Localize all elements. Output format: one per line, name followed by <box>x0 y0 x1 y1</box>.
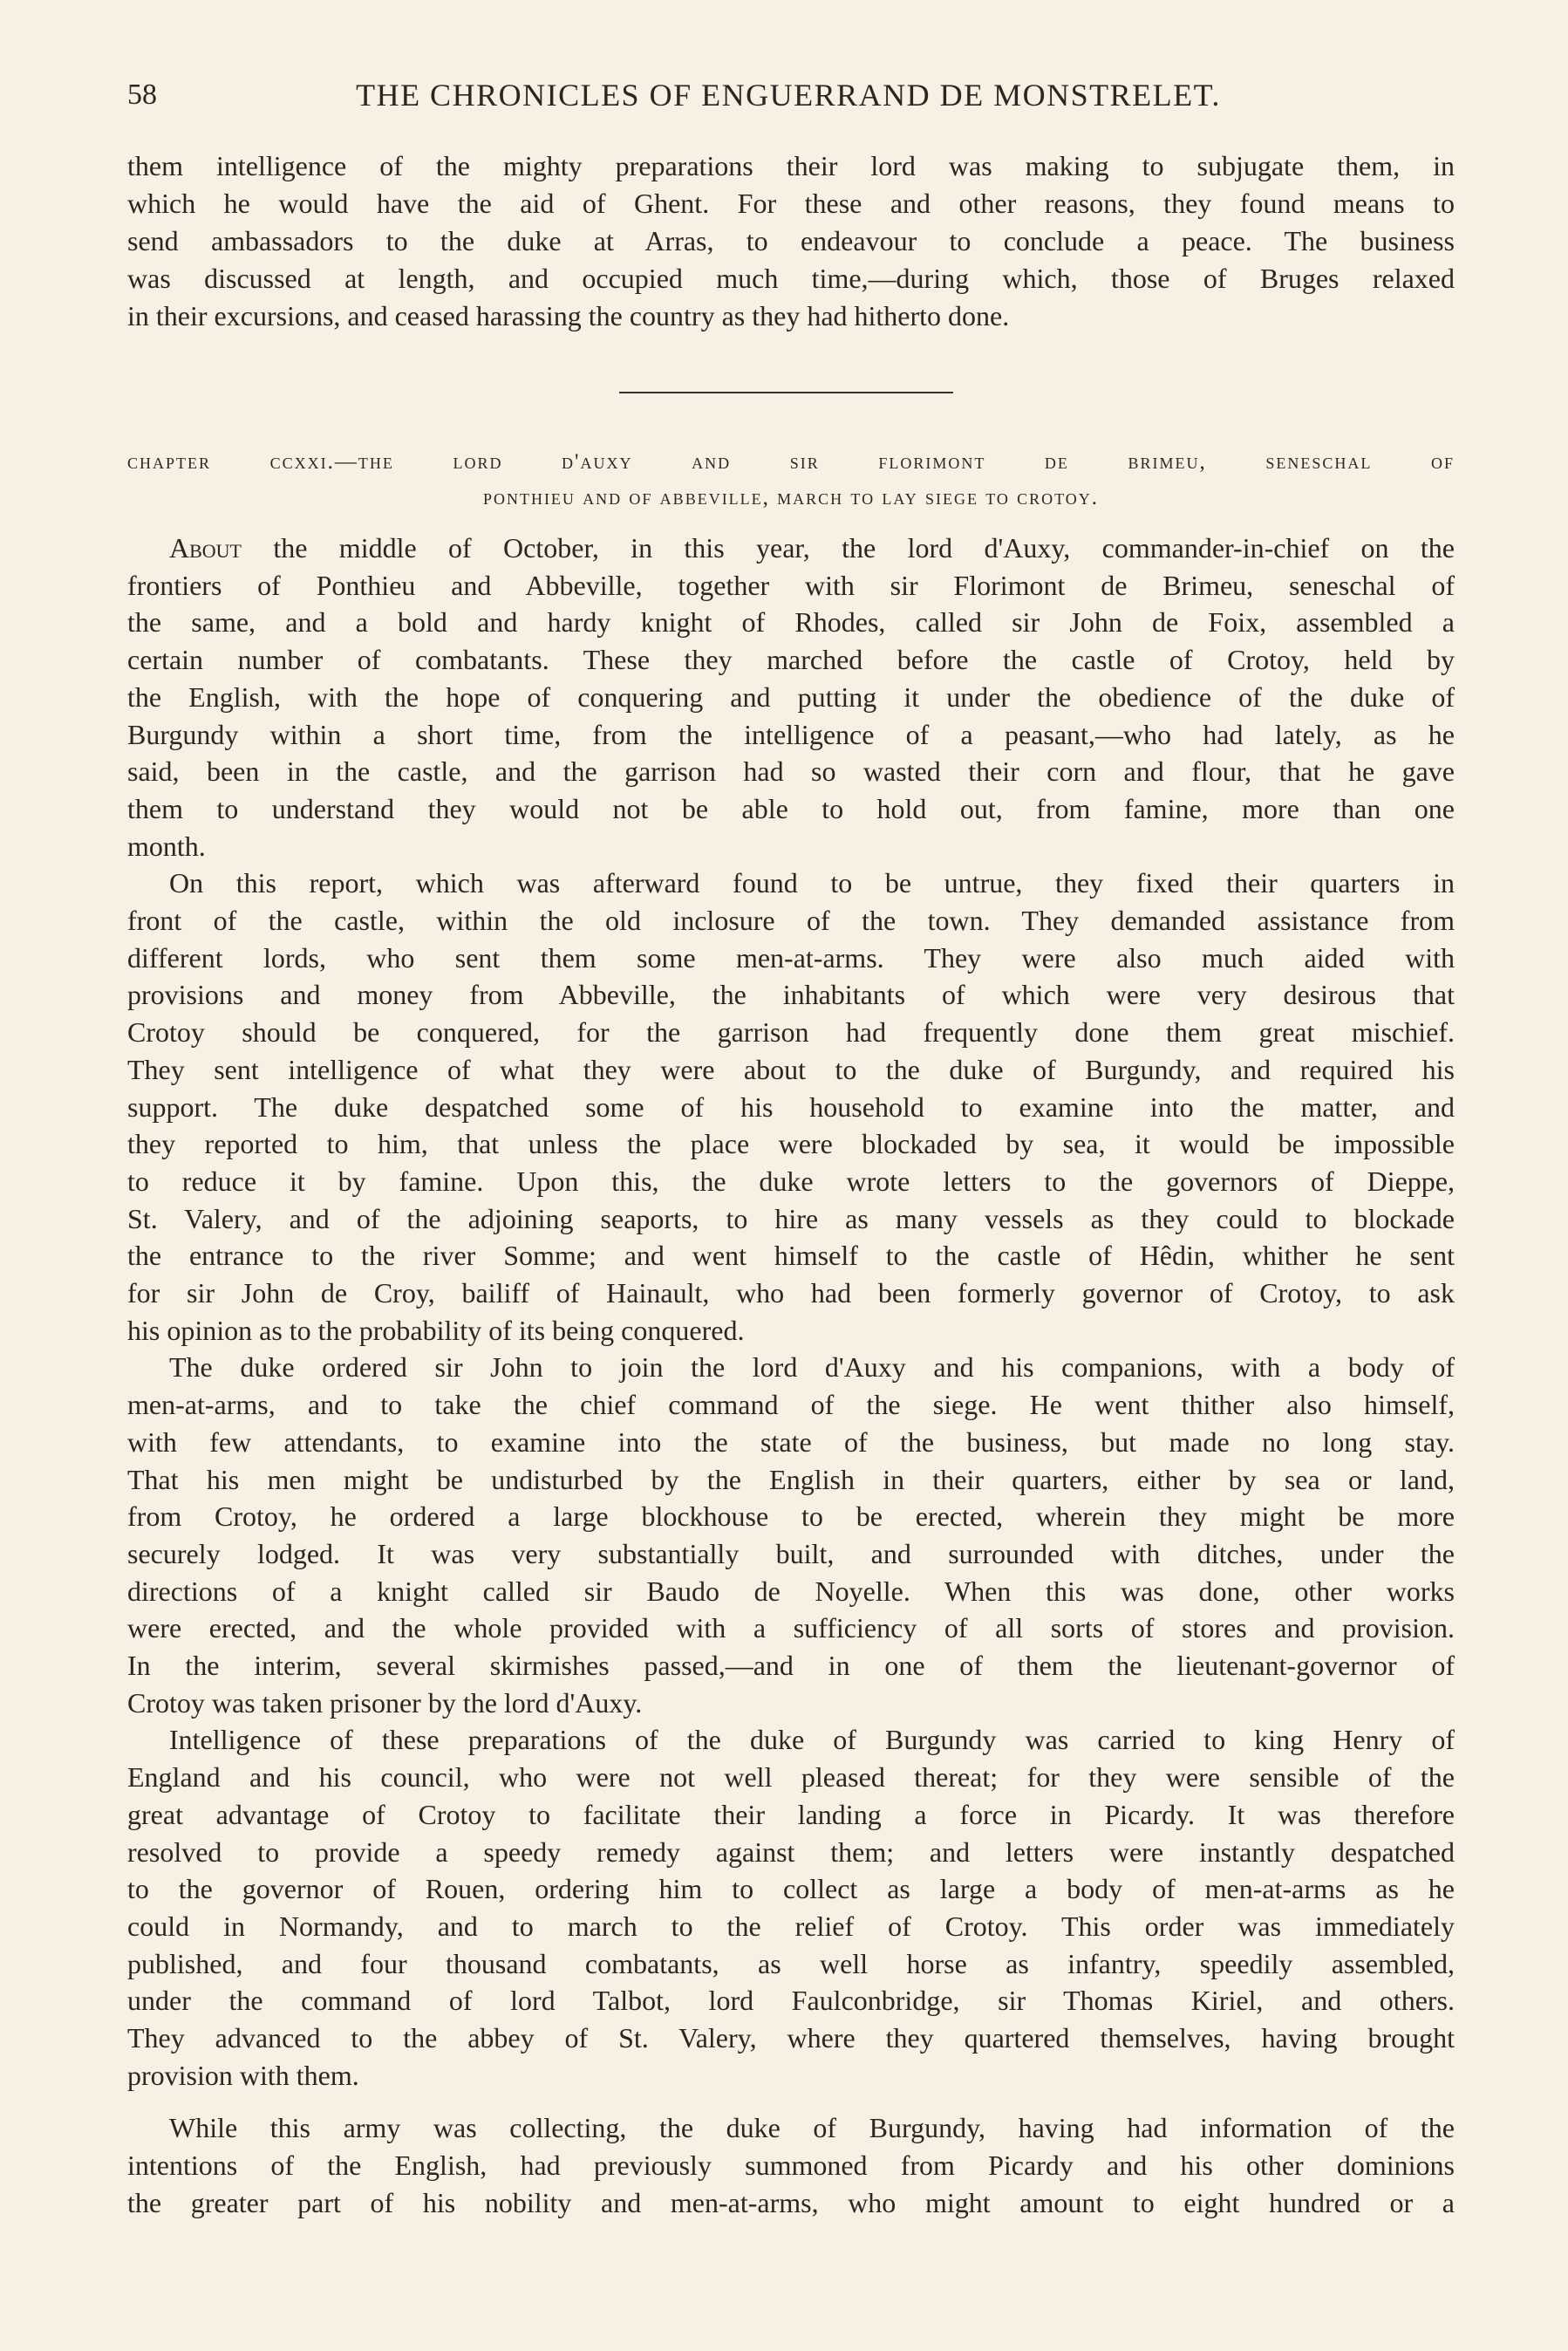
text-line: While this army was collecting, the duke of Burgundy, having had information of the <box>169 2112 1455 2144</box>
text-line: front of the castle, within the old inclosure of the town. They demanded assistance from <box>127 905 1455 936</box>
text-line: provision with them. <box>127 2059 359 2091</box>
drop-lead-word: About <box>169 532 242 564</box>
section-divider <box>619 392 953 393</box>
text-line: for sir John de Croy, bailiff of Hainault, who had been formerly governor of Crotoy, to ask <box>127 1277 1455 1309</box>
text-line: In the interim, several skirmishes passed,—and in one of them the lieutenant-governor of <box>127 1650 1455 1681</box>
text-line: send ambassadors to the duke at Arras, to endeavour to conclude a peace. The business <box>127 225 1455 256</box>
text-line: The duke ordered sir John to join the lord d'Auxy and his companions, with a body of <box>169 1351 1455 1384</box>
text-line: support. The duke despatched some of his household to examine into the matter, and <box>127 1090 1455 1123</box>
text-line: said, been in the castle, and the garrison had so wasted their corn and flour, that he gave <box>127 755 1455 788</box>
text-line: his opinion as to the probability of its being conquered. <box>127 1314 745 1346</box>
running-title: THE CHRONICLES OF ENGUERRAND DE MONSTRELET. <box>356 78 1221 113</box>
text-line: they reported to him, that unless the place were blockaded by sea, it would be impossible <box>127 1128 1455 1160</box>
text-line: different lords, who sent them some men-at-arms. They were also much aided with <box>127 941 1455 974</box>
text-line: They advanced to the abbey of St. Valery, where they quartered themselves, having brought <box>127 2022 1455 2054</box>
text-line: from Crotoy, he ordered a large blockhouse to be erected, wherein they might be more <box>127 1500 1455 1533</box>
text-line: in their excursions, and ceased harassing the country as they had hitherto done. <box>127 300 1010 331</box>
text-line: frontiers of Ponthieu and Abbeville, together with sir Florimont de Brimeu, seneschal of <box>127 569 1455 601</box>
text-line: with few attendants, to examine into the state of the business, but made no long stay. <box>127 1425 1455 1458</box>
text-line: certain number of combatants. These they marched before the castle of Crotoy, held by <box>127 644 1455 676</box>
text-line: Crotoy was taken prisoner by the lord d'Auxy. <box>127 1686 643 1719</box>
text-line: to reduce it by famine. Upon this, the duke wrote letters to the governors of Dieppe, <box>127 1165 1455 1197</box>
page-number: 58 <box>127 79 157 111</box>
text-line: was discussed at length, and occupied much time,—during which, those of Bruges relaxed <box>127 263 1455 294</box>
text-line: month. <box>127 830 206 862</box>
text-line: St. Valery, and of the adjoining seaports, to hire as many vessels as they could to blockade <box>127 1202 1455 1234</box>
text-line: the greater part of his nobility and men-at-arms, who might amount to eight hundred or a <box>127 2186 1455 2218</box>
text-line: them to understand they would not be able to hold out, from famine, more than one <box>127 792 1455 824</box>
text-line: published, and four thousand combatants, as well horse as infantry, speedily assembled, <box>127 1947 1455 1979</box>
text-line: On this report, which was afterward found to be untrue, they fixed their quarters in <box>169 867 1455 899</box>
text-line: men-at-arms, and to take the chief command of the siege. He went thither also himself, <box>127 1389 1455 1421</box>
text-line: directions of a knight called sir Baudo de Noyelle. When this was done, other works <box>127 1575 1455 1607</box>
text-line: resolved to provide a speedy remedy against them; and letters were instantly despatched <box>127 1835 1455 1868</box>
text-line: That his men might be undisturbed by the English in their quarters, either by sea or land, <box>127 1463 1455 1495</box>
text-line: under the command of lord Talbot, lord Faulconbridge, sir Thomas Kiriel, and others. <box>127 1985 1455 2017</box>
text-line: intentions of the English, had previously summoned from Picardy and his other dominions <box>127 2149 1455 2182</box>
text-line: the entrance to the river Somme; and went himself to the castle of Hêdin, whither he sent <box>127 1240 1455 1272</box>
line-text: the middle of October, in this year, the lord d'Auxy, commander-in-chief on the <box>242 532 1455 564</box>
text-line: provisions and money from Abbeville, the inhabitants of which were very desirous that <box>127 979 1455 1011</box>
chapter-heading-line-1: chapter ccxxi.—the lord d'auxy and sir florimont de brimeu, seneschal of <box>127 450 1455 474</box>
chapter-heading-line-2: ponthieu and of abbeville, march to lay siege to crotoy. <box>482 486 1100 509</box>
text-line: Burgundy within a short time, from the intelligence of a peasant,—who had lately, as he <box>127 718 1455 750</box>
text-line: them intelligence of the mighty preparations their lord was making to subjugate them, in <box>127 150 1455 181</box>
text-line: securely lodged. It was very substantially built, and surrounded with ditches, under the <box>127 1537 1455 1569</box>
text-line: the same, and a bold and hardy knight of Rhodes, called sir John de Foix, assembled a <box>127 606 1455 639</box>
text-line: could in Normandy, and to march to the relief of Crotoy. This order was immediately <box>127 1910 1455 1942</box>
text-line: They sent intelligence of what they were about to the duke of Burgundy, and required his <box>127 1053 1455 1085</box>
text-line: were erected, and the whole provided with a sufficiency of all sorts of stores and provision. <box>127 1612 1455 1644</box>
text-line: Crotoy should be conquered, for the garrison had frequently done them great mischief. <box>127 1016 1455 1049</box>
text-line: great advantage of Crotoy to facilitate their landing a force in Picardy. It was therefore <box>127 1798 1455 1830</box>
text-line <box>169 530 1455 565</box>
text-line: to the governor of Rouen, ordering him to collect as large a body of men-at-arms as he <box>127 1873 1455 1905</box>
text-line: England and his council, who were not well pleased thereat; for they were sensible of the <box>127 1761 1455 1794</box>
text-line: the English, with the hope of conquering and putting it under the obedience of the duke of <box>127 680 1455 713</box>
text-line: which he would have the aid of Ghent. For these and other reasons, they found means to <box>127 188 1455 219</box>
text-line: Intelligence of these preparations of the duke of Burgundy was carried to king Henry of <box>169 1724 1455 1756</box>
